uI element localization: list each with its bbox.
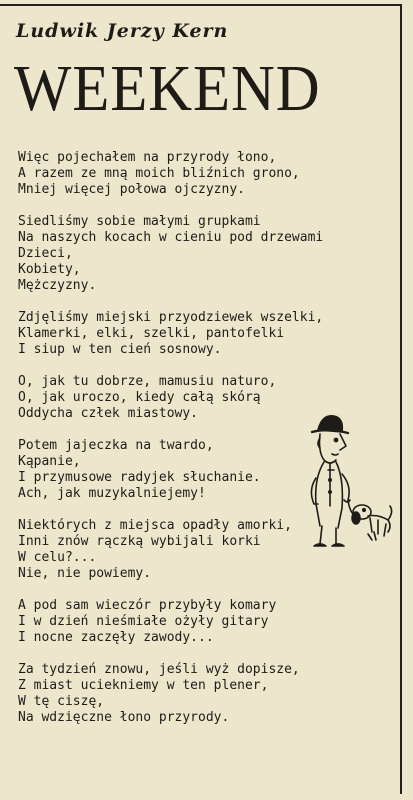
poem-line: Ach, jak muzykalniejemy! [18,486,206,501]
poem-line: Nie, nie powiemy. [18,566,152,581]
author-name: Ludwik Jerzy Kern [16,20,229,42]
article-title: WEEKEND [14,52,321,125]
poem-line: Siedliśmy sobie małymi grupkami [18,214,261,229]
poem-line: Potem jajeczka na twardo, [18,438,214,453]
poem-line: Z miast uciekniemy w ten plener, [18,678,269,693]
poem-line: I przymusowe radyjek słuchanie. [18,470,261,485]
stanza [18,598,393,646]
poem-line: W celu?... [18,550,97,565]
poem-line: Klamerki, elki, szelki, pantofelki [18,326,285,341]
poem-line: Mniej więcej połowa ojczyzny. [18,182,245,197]
poem-line: Na naszych kocach w cieniu pod drzewami [18,230,324,245]
man-with-dog-illustration [290,408,398,556]
man-body [311,462,350,528]
man-legs [314,526,344,546]
stanza [18,214,393,294]
poem-line: Niektórych z miejsca opadły amorki, [18,518,292,533]
poem-line: Więc pojechałem na przyrody łono, [18,150,277,165]
poem-line: Inni znów rączką wybijali korki [18,534,261,549]
poem-line: A pod sam wieczór przybyły komary [18,598,277,613]
bowler-hat-icon [312,416,348,433]
stanza [18,150,393,198]
poem-line: Oddycha człek miastowy. [18,406,199,421]
poem-line: W tę ciszę, [18,694,105,709]
poem-line: A razem ze mną moich bliźnich grono, [18,166,300,181]
man-head [318,434,346,463]
poem-line: O, jak uroczo, kiedy całą skórą [18,390,261,405]
stanza [18,662,393,726]
frame-border-right [400,4,402,794]
poem-line: I w dzień nieśmiałe ożyły gitary [18,614,269,629]
stanza [18,310,393,358]
poem-line: Na wdzięczne łono przyrody. [18,710,230,725]
poem-line: Kobiety, [18,262,81,277]
dog-icon [352,505,392,540]
poem-line: Kąpanie, [18,454,81,469]
poem-line: I siup w ten cień sosnowy. [18,342,222,357]
poem-line: O, jak tu dobrze, mamusiu naturo, [18,374,277,389]
poem-line: Mężczyzny. [18,278,97,293]
frame-border-top [0,4,400,6]
poem-line: Dzieci, [18,246,73,261]
poem-line: Zdjęliśmy miejski przyodziewek wszelki, [18,310,324,325]
poem-line: I nocne zaczęły zawody... [18,630,214,645]
poem-line: Za tydzień znowu, jeśli wyż dopisze, [18,662,300,677]
